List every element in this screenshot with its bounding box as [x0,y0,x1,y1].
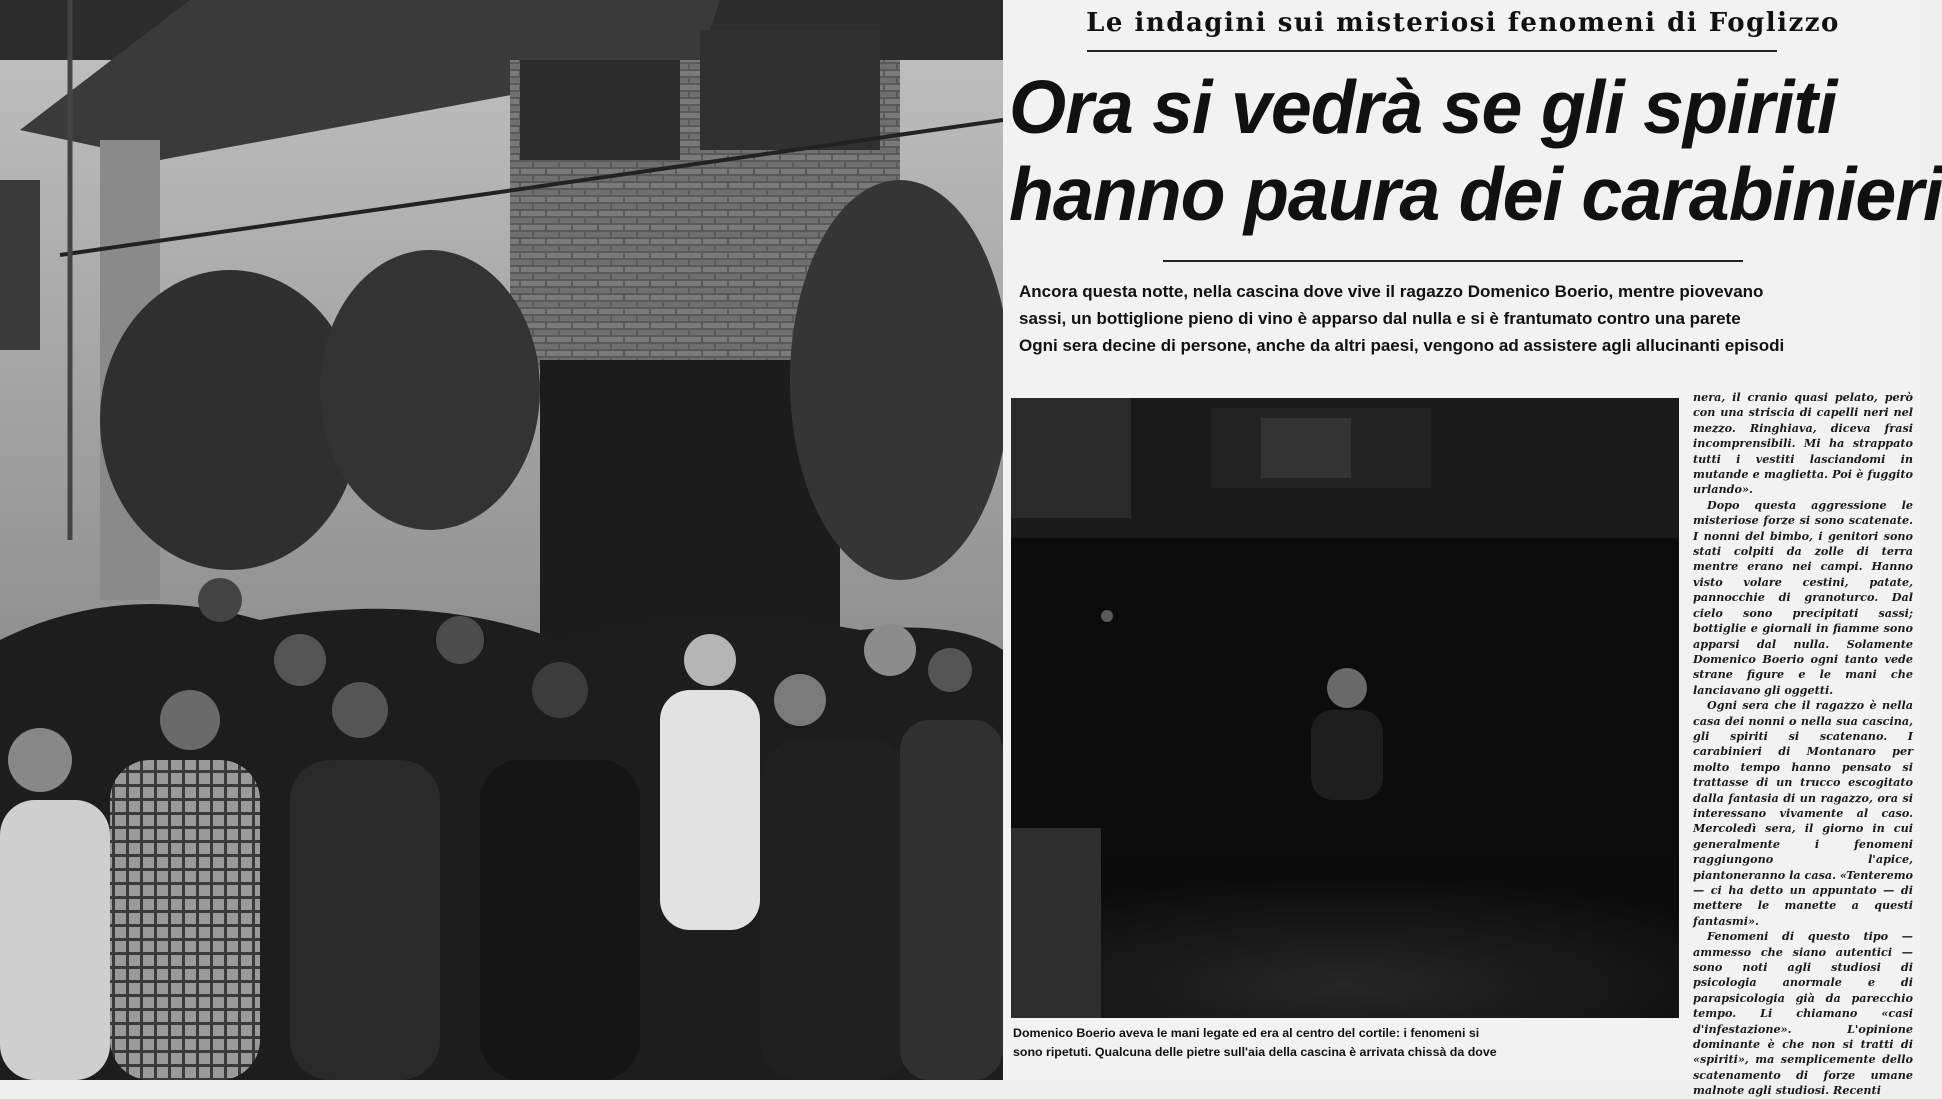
headline-line-1: Ora si vedrà se gli spiriti [1009,65,1837,149]
newspaper-page [1003,0,1942,1098]
article-body-column [1693,390,1913,1099]
photo-caption [1013,1024,1678,1062]
body-paragraph: Dopo questa aggressione le misteriose forze si sono scatenate. I nonni del bimbo, i genitori sono stati colpiti da zolle di terra mentre erano nei campi. Hanno visto volare cestini, patate, pannocchie di granoturco. Dal cielo sono precipitati sassi; bottiglie e giornali in fiamme sono apparsi dal nulla. Solamente Domenico Boerio ogni tanto vede strane figure e le mani che lanciavano gli oggetti. [1693,497,1913,697]
subhead-line-1: Ancora questa notte, nella cascina dove vive il ragazzo Domenico Boerio, mentre piovevano [1019,282,1764,301]
courtyard-photo-drawing [1011,398,1679,1018]
kicker-rule [1087,50,1777,52]
subheadline [1019,278,1909,359]
body-paragraph: nera, il cranio quasi pelato, però con una striscia di capelli neri nel mezzo. Ringhiava, diceva frasi incomprensibili. Mi ha strappato tutti i vestiti lasciandomi in mutande e maglietta. Poi è fuggito urlando». [1693,390,1913,497]
body-paragraph: Fenomeni di questo tipo — ammesso che siano autentici — sono noti agli studiosi di psicologia anormale e di parapsicologia già da parecchio tempo. Li chiamano «casi d'infestazione». L'opinione dominante è che non si tratti di «spiriti», ma semplicemente dello scatenamento di forze umane malnote agli studiosi. Recenti [1693,929,1913,1098]
caption-line-1: Domenico Boerio aveva le mani legate ed era al centro del cortile: i fenomeni si [1013,1026,1480,1040]
headline-rule [1163,260,1743,262]
courtyard-photo [1011,398,1679,1018]
subhead-line-2: sassi, un bottiglione pieno di vino è apparso dal nulla e si è frantumato contro una parete [1019,309,1741,328]
headline-line-2: hanno paura dei carabinieri [1009,152,1942,236]
main-headline [1009,64,1942,238]
caption-line-2: sono ripetuti. Qualcuna delle pietre sull'aia della cascina è arrivata chissà da dove [1013,1045,1497,1059]
subhead-line-3: Ogni sera decine di persone, anche da altri paesi, vengono ad assistere agli allucinanti episodi [1019,336,1785,355]
body-paragraph: Ogni sera che il ragazzo è nella casa dei nonni o nella sua cascina, gli spiriti si scatenano. I carabinieri di Montanaro per molto tempo hanno pensato si trattasse di un trucco escogitato dalla fantasia di un ragazzo, ora si interessano vivamente al caso. Mercoledì sera, il giorno in cui generalmente i fenomeni raggiungono l'apice, piantoneranno la casa. «Tenteremo — ci ha detto un appuntato — di mettere le manette a questi fantasmi». [1693,698,1913,928]
kicker-headline: Le indagini sui misteriosi fenomeni di Foglizzo [1086,8,1840,38]
